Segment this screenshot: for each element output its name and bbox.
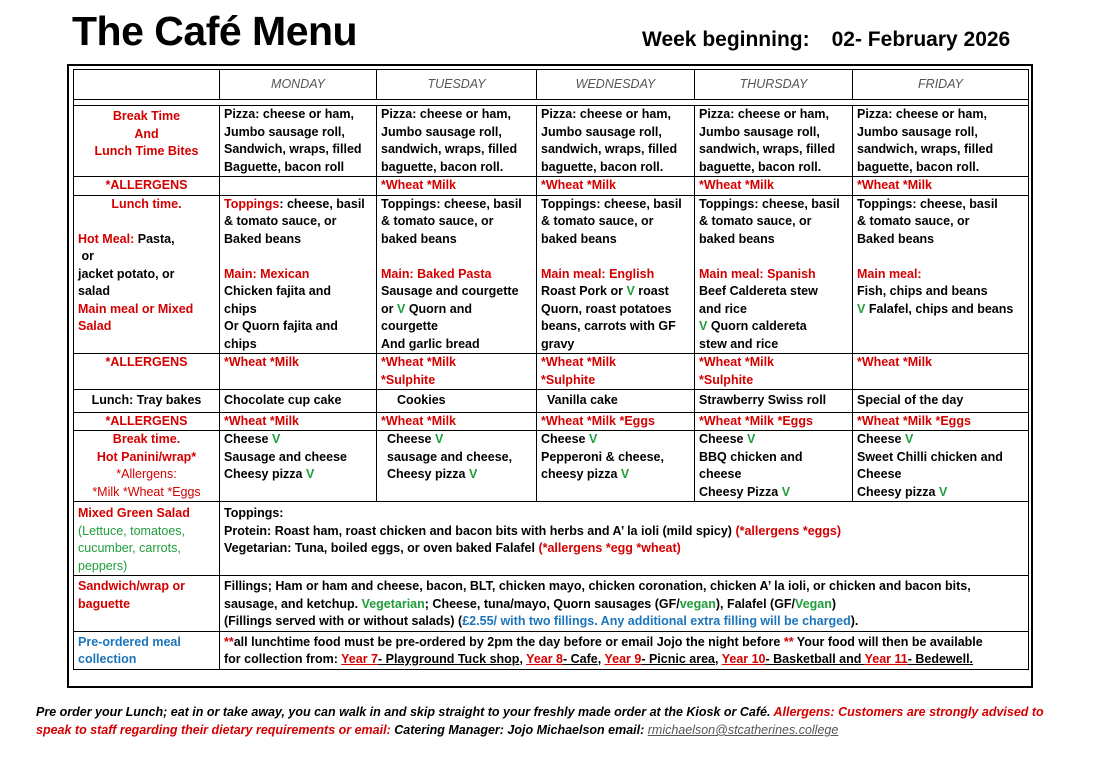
lunch-cell-tuesday: Toppings: cheese, basil & tomato sauce, or baked beans Main: Baked Pasta Sausage and courgette or V Quorn and courgette And garlic bread <box>377 195 537 354</box>
header-corner <box>74 70 220 100</box>
preorder-row <box>74 631 1029 669</box>
day-header: WEDNESDAY <box>537 70 695 100</box>
sandwich-detail: Fillings; Ham or ham and cheese, bacon, BLT, chicken mayo, chicken coronation, chicken A’ la ioli, or chicken and bacon bits, sausage, and ketchup. Vegetarian; Cheese, tuna/mayo, Quorn sausages (GF/vegan), Falafel (GF/Vegan) (Fillings served with or without salads) (£2.55/ with two fillings. Any additional extra filling will be charged). <box>220 576 1029 632</box>
lunch-cell-thursday: Toppings: cheese, basil & tomato sauce, or baked beans Main meal: Spanish Beef Caldereta stew and rice V Quorn caldereta stew and rice <box>695 195 853 354</box>
allergen-cell: *Wheat *Milk *Eggs <box>853 412 1029 431</box>
day-header: TUESDAY <box>377 70 537 100</box>
tray-item: Chocolate cup cake <box>220 390 377 413</box>
tray-item: Cookies <box>377 390 537 413</box>
allergen-cell: *Wheat *Milk <box>853 177 1029 196</box>
salad-detail: Toppings: Protein: Roast ham, roast chicken and bacon bits with herbs and A’ la ioli (mild spicy) (*allergens *eggs) Vegetarian: Tuna, boiled eggs, or oven baked Falafel (*allergens *egg *wheat) <box>220 502 1029 576</box>
panini-cell: Cheese V Sausage and cheese Cheesy pizza V <box>220 431 377 502</box>
preorder-detail: **all lunchtime food must be pre-ordered by 2pm the day before or email Jojo the night before ** Your food will then be available for collection from: Year 7- Playground Tuck shop, Year 8- Cafe, Year 9- Picnic area, Year 10- Basketball and Year 11- Bedewell. <box>220 631 1029 669</box>
allergen-cell: *Wheat *Milk <box>695 177 853 196</box>
allergen-cell: *Wheat *Milk *Eggs <box>695 412 853 431</box>
allergens-label: *ALLERGENS <box>74 412 220 431</box>
allergen-cell: *Wheat *Milk <box>853 354 1029 390</box>
salad-label: Mixed Green Salad (Lettuce, tomatoes, cucumber, carrots, peppers) <box>74 502 220 576</box>
allergen-cell: *Wheat *Milk <box>377 177 537 196</box>
preorder-label: Pre-ordered meal collection <box>74 631 220 669</box>
panini-label: Break time. Hot Panini/wrap* *Allergens: *Milk *Wheat *Eggs <box>74 431 220 502</box>
tray-item: Strawberry Swiss roll <box>695 390 853 413</box>
panini-cell: Cheese V Sweet Chilli chicken and Cheese Cheesy pizza V <box>853 431 1029 502</box>
sandwich-label: Sandwich/wrap or baguette <box>74 576 220 632</box>
lunch-cell-wednesday: Toppings: cheese, basil & tomato sauce, or baked beans Main meal: English Roast Pork or V roast Quorn, roast potatoes beans, carrots with GF gravy <box>537 195 695 354</box>
sandwich-row <box>74 576 1029 632</box>
page-title: The Café Menu <box>72 8 358 54</box>
allergen-cell: *Wheat *Milk <box>377 412 537 431</box>
tray-bakes-label: Lunch: Tray bakes <box>74 390 220 413</box>
allergen-cell: *Wheat *Milk *Sulphite <box>695 354 853 390</box>
tray-bakes-row <box>74 390 1029 413</box>
week-beginning <box>642 28 1010 52</box>
break-time-row <box>74 106 1029 177</box>
lunch-cell-friday: Toppings: cheese, basil & tomato sauce, or Baked beans Main meal: Fish, chips and beans V Falafel, chips and beans <box>853 195 1029 354</box>
footer-note: Pre order your Lunch; eat in or take away, you can walk in and skip straight to your freshly made order at the Kiosk or Café. Allergens: Customers are strongly advised to speak to staff regarding their dietary requirements or email: Catering Manager: Jojo Michaelson email: rmichaelson@stcatherines.college <box>36 705 1044 737</box>
allergen-cell: *Wheat *Milk *Sulphite <box>537 354 695 390</box>
break-items: Pizza: cheese or ham, Jumbo sausage roll, sandwich, wraps, filled baguette, bacon roll. <box>377 106 537 177</box>
panini-row <box>74 431 1029 502</box>
break-items: Pizza: cheese or ham, Jumbo sausage roll, sandwich, wraps, filled baguette, bacon roll. <box>537 106 695 177</box>
tray-allergens-row <box>74 412 1029 431</box>
lunch-cell-monday: Toppings: cheese, basil & tomato sauce, or Baked beans Main: Mexican Chicken fajita and chips Or Quorn fajita and chips <box>220 195 377 354</box>
break-items: Pizza: cheese or ham, Jumbo sausage roll, Sandwich, wraps, filled Baguette, bacon roll <box>220 106 377 177</box>
tray-item: Vanilla cake <box>537 390 695 413</box>
allergen-cell: *Wheat *Milk *Eggs <box>537 412 695 431</box>
week-label: Week beginning: <box>642 28 810 51</box>
email-link[interactable]: rmichaelson@stcatherines.college <box>647 723 839 737</box>
break-items: Pizza: cheese or ham, Jumbo sausage roll, sandwich, wraps, filled baguette, bacon roll. <box>695 106 853 177</box>
panini-cell: Cheese V sausage and cheese, Cheesy pizza V <box>377 431 537 502</box>
lunch-row <box>74 195 1029 354</box>
day-header-row <box>74 70 1029 100</box>
allergen-cell: *Wheat *Milk <box>537 177 695 196</box>
allergen-cell <box>220 177 377 196</box>
allergens-label: *ALLERGENS <box>74 177 220 196</box>
lunch-label: Lunch time. Hot Meal: Pasta, or jacket potato, or salad Main meal or Mixed Salad <box>74 195 220 354</box>
lunch-allergens-row <box>74 354 1029 390</box>
week-date: 02- February 2026 <box>831 28 1011 51</box>
allergen-cell: *Wheat *Milk *Sulphite <box>377 354 537 390</box>
menu-table <box>73 69 1029 670</box>
tray-item: Special of the day <box>853 390 1029 413</box>
allergen-cell: *Wheat *Milk <box>220 354 377 390</box>
allergen-cell: *Wheat *Milk <box>220 412 377 431</box>
break-time-label: Break Time And Lunch Time Bites <box>74 106 220 177</box>
day-header: FRIDAY <box>853 70 1029 100</box>
panini-cell: Cheese V Pepperoni & cheese, cheesy pizza V <box>537 431 695 502</box>
break-allergens-row <box>74 177 1029 196</box>
day-header: THURSDAY <box>695 70 853 100</box>
break-items: Pizza: cheese or ham, Jumbo sausage roll, sandwich, wraps, filled baguette, bacon roll. <box>853 106 1029 177</box>
allergens-label: *ALLERGENS <box>74 354 220 390</box>
panini-cell: Cheese V BBQ chicken and cheese Cheesy Pizza V <box>695 431 853 502</box>
salad-row <box>74 502 1029 576</box>
day-header: MONDAY <box>220 70 377 100</box>
